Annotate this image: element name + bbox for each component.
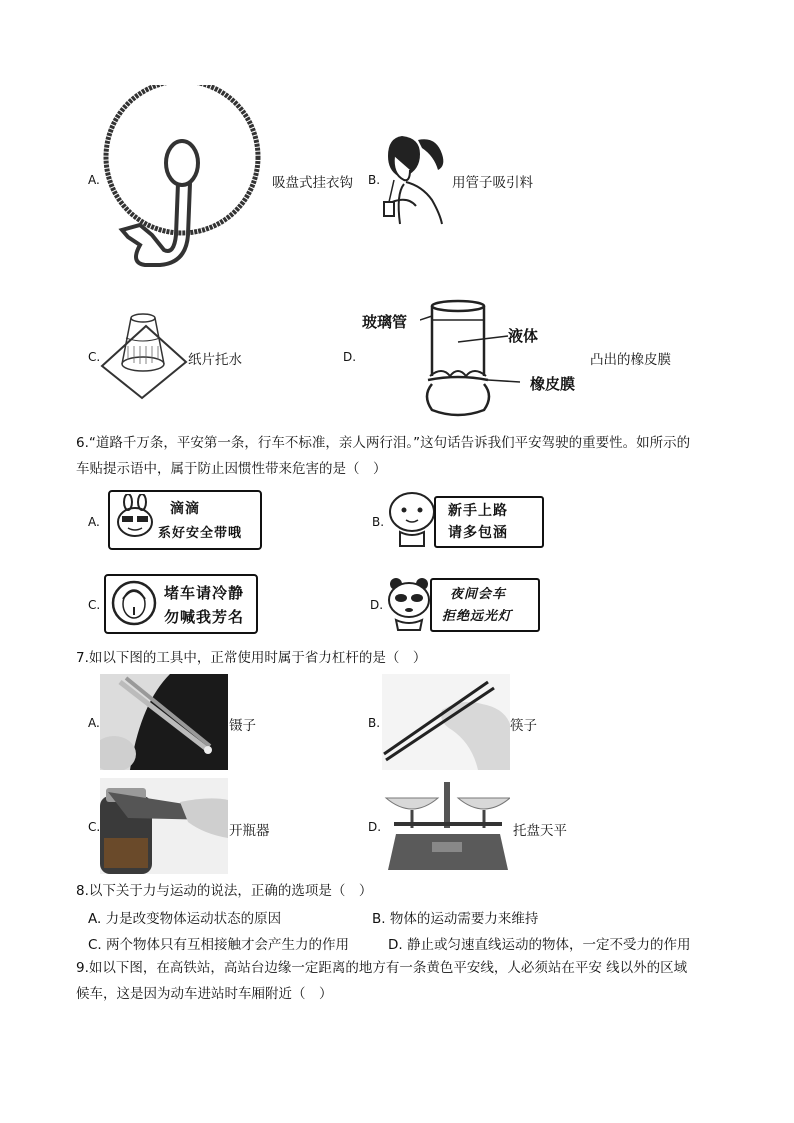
panda-icon (386, 576, 432, 632)
baby-cartoon-icon (388, 490, 438, 552)
sticker-d-line2: 拒绝远光灯 (442, 609, 513, 624)
sticker-b-line1: 新手上路 (448, 503, 508, 519)
q5-option-d-letter: D. (343, 350, 357, 364)
q5-option-b-letter: B. (368, 173, 381, 187)
tube-label: 玻璃管 (362, 313, 408, 331)
q9-stem-line2: 候车，这是因为动车进站时车厢附近（ ） (76, 986, 333, 1002)
q8-option-b: B. 物体的运动需要力来维持 (372, 911, 539, 927)
q7-option-c-letter: C. (88, 820, 101, 834)
q6-option-d-letter: D. (370, 598, 384, 612)
q7-stem: 7.如以下图的工具中，正常使用时属于省力杠杆的是（ ） (76, 650, 427, 666)
q7-option-d-caption: 托盘天平 (513, 823, 567, 839)
q6-option-c-letter: C. (88, 598, 101, 612)
sticker-d-line1: 夜间会车 (450, 587, 507, 602)
q8-option-a: A. 力是改变物体运动状态的原因 (88, 911, 282, 927)
suction-hook-image (100, 85, 270, 280)
q6-stem-line1: 6.“道路千万条，平安第一条，行车不标准，亲人两行泪。”这句话告诉我们平安驾驶的重要性。如所示的 (76, 435, 691, 451)
sticker-c-line2: 勿喊我芳名 (164, 608, 245, 626)
q5-option-a-letter: A. (88, 173, 100, 187)
q5-option-c-letter: C. (88, 350, 101, 364)
sticker-c-line1: 堵车请冷静 (164, 584, 245, 602)
q6-stem-line2: 车贴提示语中，属于防止因惯性带来危害的是（ ） (76, 461, 387, 477)
liquid-label: 液体 (508, 327, 539, 345)
sticker-a-line2: 系好安全带哦 (158, 526, 243, 541)
sticker-b-line2: 请多包涵 (448, 525, 508, 541)
q8-option-c: C. 两个物体只有互相接触才会产生力的作用 (88, 937, 350, 953)
sticker-a-line1: 滴滴 (170, 501, 200, 517)
face-circle-icon (110, 579, 158, 627)
q7-option-b-letter: B. (368, 716, 381, 730)
membrane-label: 橡皮膜 (530, 375, 576, 393)
tray-balance-photo (382, 776, 510, 874)
glass-tube-membrane-diagram (420, 296, 530, 421)
sticker-high-beam (386, 576, 538, 630)
sticker-traffic-calm (104, 574, 258, 634)
q5-option-c-caption: 纸片托水 (188, 352, 242, 368)
tweezers-photo (100, 674, 228, 770)
q5-option-b-caption: 用管子吸引料 (452, 175, 533, 191)
q5-option-d-caption: 凸出的橡皮膜 (590, 352, 671, 368)
q5-option-a-caption: 吸盘式挂衣钩 (272, 175, 353, 191)
q6-option-a-letter: A. (88, 515, 100, 529)
q7-option-a-caption: 镊子 (229, 718, 256, 734)
paper-holding-water-image (98, 308, 188, 400)
q6-option-b-letter: B. (372, 515, 385, 529)
bottle-opener-photo (100, 778, 228, 874)
q7-option-a-letter: A. (88, 716, 100, 730)
sticker-new-driver (388, 490, 544, 546)
girl-drinking-image (380, 130, 452, 226)
q8-option-d: D. 静止或匀速直线运动的物体，一定不受力的作用 (388, 937, 691, 953)
q7-option-c-caption: 开瓶器 (229, 823, 270, 839)
sticker-seatbelt (108, 490, 262, 550)
q8-stem: 8.以下关于力与运动的说法，正确的选项是（ ） (76, 883, 373, 899)
bunny-icon (114, 494, 158, 544)
q9-stem-line1: 9.如以下图，在高铁站，高站台边缘一定距离的地方有一条黄色平安线，人必须站在平安 线以外的区域 (76, 960, 688, 976)
q7-option-b-caption: 筷子 (510, 718, 537, 734)
chopsticks-photo (382, 674, 510, 770)
q7-option-d-letter: D. (368, 820, 382, 834)
